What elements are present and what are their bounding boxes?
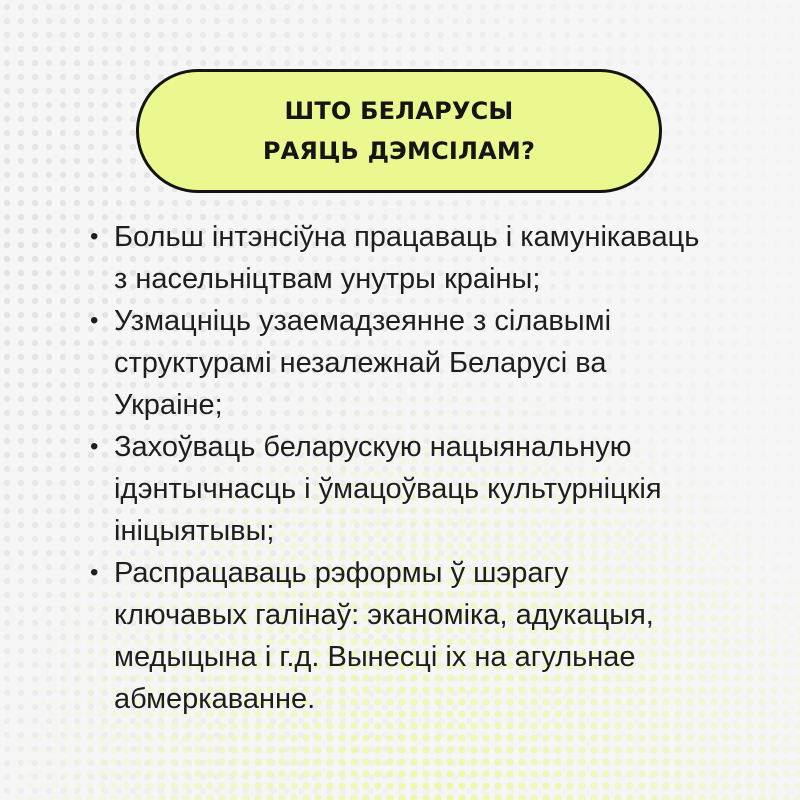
list-item <box>90 216 780 300</box>
list-item-line: Распрацаваць рэформы ў шэрагу <box>114 557 569 589</box>
title-pill <box>136 69 662 193</box>
list-item <box>90 300 780 426</box>
list-item-line: Захоўваць беларускую нацыянальную <box>114 431 632 463</box>
list-item-line: з насельніцтвам унутры краіны; <box>114 263 541 295</box>
list-item-line: ініцыятывы; <box>114 515 275 547</box>
list-item-line: медыцына і г.д. Вынесці іх на агульнае <box>114 641 636 673</box>
list-item-line: структурамі незалежнай Беларусі ва <box>114 347 607 379</box>
bullet-icon: • <box>90 223 99 250</box>
list-item-line: абмеркаванне. <box>114 683 316 715</box>
title-line-1: ШТО БЕЛАРУСЫ <box>284 97 514 125</box>
bullet-icon: • <box>90 307 99 334</box>
list-item <box>90 552 780 720</box>
list-item-line: Узмацніць узаемадзеянне з сілавымі <box>114 305 612 337</box>
bullet-icon: • <box>90 433 99 460</box>
list-item <box>90 426 780 552</box>
title-line-2: РАЯЦЬ ДЭМСІЛАМ? <box>262 137 536 165</box>
bullet-icon: • <box>90 559 99 586</box>
proposals-list <box>90 216 780 720</box>
list-item-line: ключавых галінаў: эканоміка, адукацыя, <box>114 599 654 631</box>
list-item-line: Украіне; <box>114 389 223 421</box>
list-item-line: Больш інтэнсіўна працаваць і камунікаваць <box>114 221 700 253</box>
list-item-line: ідэнтычнасць і ўмацоўваць культурніцкія <box>114 473 662 505</box>
